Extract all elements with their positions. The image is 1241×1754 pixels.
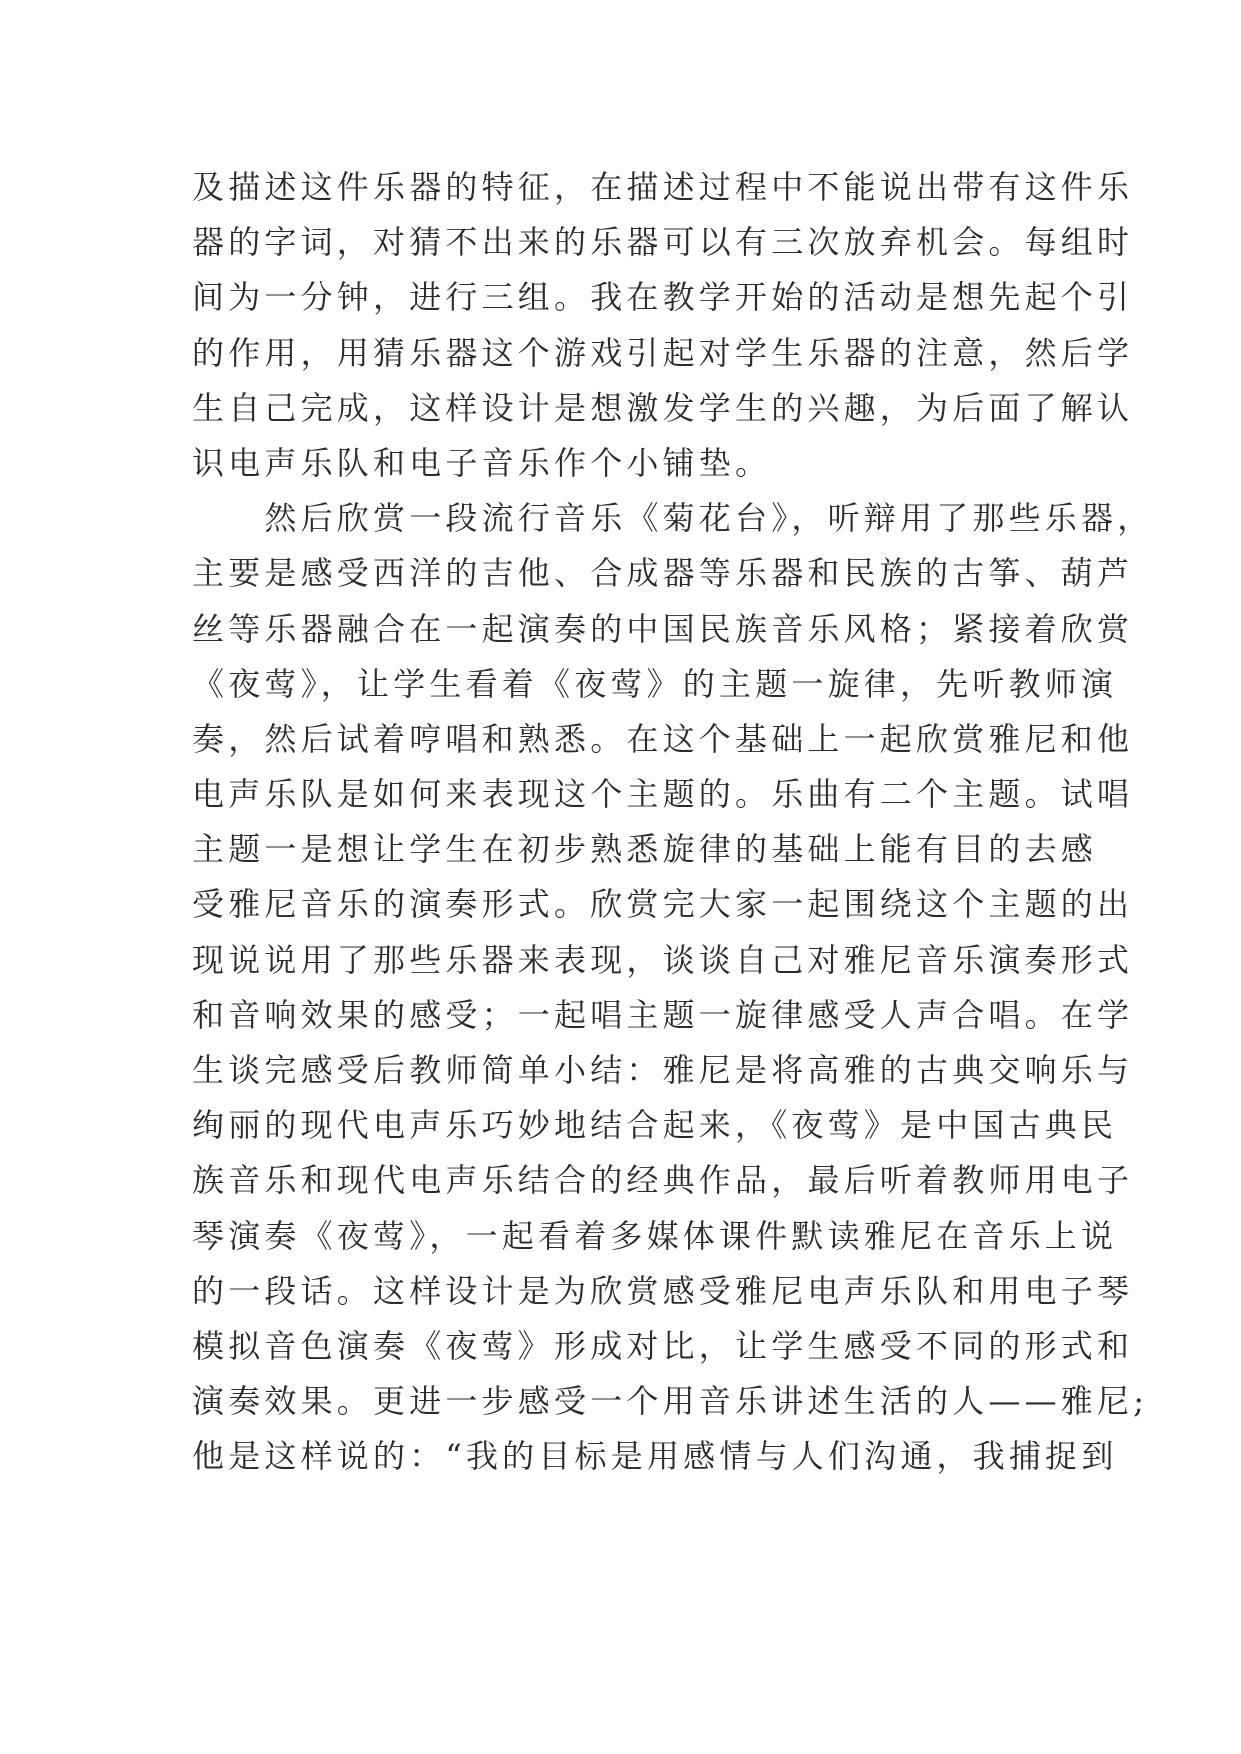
text-line: 器的字词，对猜不出来的乐器可以有三次放弃机会。每组时 [192,223,1134,262]
text-line: 然后欣赏一段流行音乐《菊花台》，听辩用了那些乐器， [192,499,1154,538]
text-line: 族音乐和现代电声乐结合的经典作品，最后听着教师用电子 [192,1161,1134,1200]
text-line: 现说说用了那些乐器来表现，谈谈自己对雅尼音乐演奏形式 [192,940,1134,979]
text-line: 间为一分钟，进行三组。我在教学开始的活动是想先起个引 [192,278,1134,317]
text-line: 电声乐队是如何来表现这个主题的。乐曲有二个主题。试唱 [192,775,1134,814]
text-line: 和音响效果的感受；一起唱主题一旋律感受人声合唱。在学 [192,995,1134,1034]
text-line: 主要是感受西洋的吉他、合成器等乐器和民族的古筝、葫芦 [192,554,1134,593]
text-line: 及描述这件乐器的特征，在描述过程中不能说出带有这件乐 [192,168,1134,206]
text-line: 模拟音色演奏《夜莺》形成对比，让学生感受不同的形式和 [192,1326,1134,1365]
text-line: 的作用，用猜乐器这个游戏引起对学生乐器的注意，然后学 [192,333,1134,372]
text-line: 丝等乐器融合在一起演奏的中国民族音乐风格；紧接着欣赏 [192,609,1134,648]
text-line: 生谈完感受后教师简单小结：雅尼是将高雅的古典交响乐与 [192,1051,1134,1089]
text-line: 受雅尼音乐的演奏形式。欣赏完大家一起围绕这个主题的出 [192,885,1134,924]
text-line: 生自己完成，这样设计是想激发学生的兴趣，为后面了解认 [192,388,1134,427]
text-line: 奏，然后试着哼唱和熟悉。在这个基础上一起欣赏雅尼和他 [192,719,1134,758]
text-line: 琴演奏《夜莺》，一起看着多媒体课件默读雅尼在音乐上说 [192,1216,1118,1255]
text-line: 主题一是想让学生在初步熟悉旋律的基础上能有目的去感 [192,830,1098,869]
text-line: 演奏效果。更进一步感受一个用音乐讲述生活的人——雅尼; [192,1382,1149,1421]
text-line: 绚丽的现代电声乐巧妙地结合起来，《夜莺》是中国古典民 [192,1106,1118,1145]
body-text [192,160,1154,1485]
text-line: 他是这样说的：“我的目标是用感情与人们沟通，我捕捉到 [192,1437,1118,1476]
text-line: 的一段话。这样设计是为欣赏感受雅尼电声乐队和用电子琴 [192,1271,1134,1310]
text-line: 《夜莺》，让学生看着《夜莺》的主题一旋律，先听教师演 [192,664,1118,703]
text-line: 识电声乐队和电子音乐作个小铺垫。 [192,443,772,482]
